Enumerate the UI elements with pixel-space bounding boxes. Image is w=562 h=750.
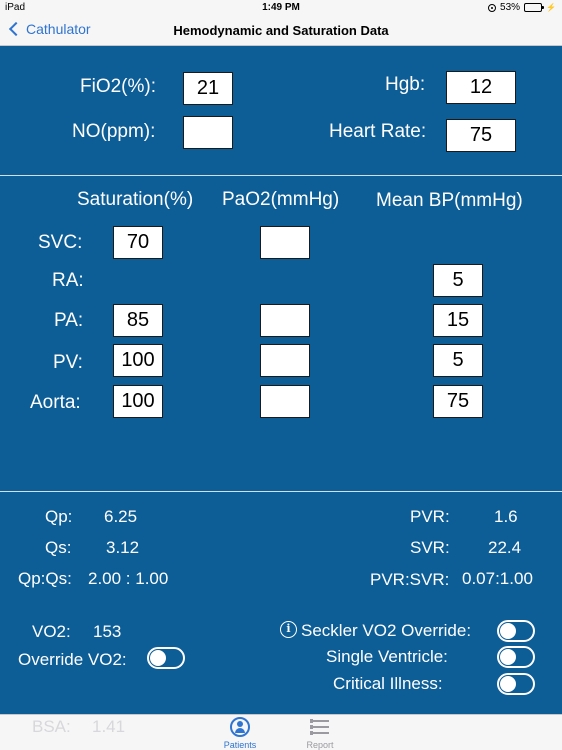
- divider-middle: [0, 491, 562, 492]
- no-label: NO(ppm):: [72, 121, 156, 142]
- qp-label: Qp:: [45, 507, 73, 526]
- qp-value: 6.25: [104, 507, 138, 526]
- seckler-override-label: Seckler VO2 Override:: [301, 621, 472, 640]
- qp-qs-value: 2.00 : 1.00: [88, 569, 169, 588]
- qp-qs-label: Qp:Qs:: [18, 569, 72, 588]
- row-label-ra: RA:: [52, 270, 84, 291]
- pa-pao2-input[interactable]: [260, 304, 310, 337]
- row-label-pa: PA:: [54, 310, 84, 331]
- row-label-aorta: Aorta:: [30, 392, 81, 413]
- tab-report-label: Report: [306, 740, 334, 750]
- back-label: Cathulator: [26, 21, 91, 37]
- pa-saturation-input[interactable]: 85: [113, 304, 163, 337]
- row-label-svc: SVC:: [38, 232, 83, 253]
- svc-saturation-input[interactable]: 70: [113, 226, 163, 259]
- single-ventricle-label: Single Ventricle:: [326, 647, 448, 666]
- pv-saturation-input[interactable]: 100: [113, 344, 163, 377]
- pvr-svr-value: 0.07:1.00: [462, 569, 533, 588]
- divider-top: [0, 175, 562, 176]
- patients-icon: [230, 717, 250, 737]
- svr-value: 22.4: [488, 538, 522, 557]
- pa-meanbp-input[interactable]: 15: [433, 304, 483, 337]
- column-saturation: Saturation(%): [77, 189, 194, 210]
- aorta-meanbp-input[interactable]: 75: [433, 385, 483, 418]
- qs-label: Qs:: [45, 538, 72, 557]
- bsa-value: 1.41: [92, 717, 126, 736]
- toggle-knob: [500, 676, 516, 692]
- pv-pao2-input[interactable]: [260, 344, 310, 377]
- pv-meanbp-input[interactable]: 5: [433, 344, 483, 377]
- status-time: 1:49 PM: [262, 2, 300, 13]
- single-ventricle-toggle[interactable]: [497, 646, 535, 668]
- column-pao2: PaO2(mmHg): [222, 189, 340, 210]
- seckler-override-toggle[interactable]: [497, 620, 535, 642]
- ra-meanbp-input[interactable]: 5: [433, 264, 483, 297]
- status-bar: [0, 0, 562, 16]
- status-right: [488, 2, 556, 13]
- pvr-value: 1.6: [494, 507, 518, 526]
- pvr-svr-label: PVR:SVR:: [370, 570, 450, 589]
- toggle-knob: [500, 649, 516, 665]
- heart-rate-label: Heart Rate:: [329, 121, 427, 142]
- rotation-lock-icon: [488, 4, 496, 12]
- critical-illness-label: Critical Illness:: [333, 674, 443, 693]
- row-label-pv: PV:: [53, 352, 83, 373]
- qs-value: 3.12: [106, 538, 140, 557]
- bsa-readout: [32, 717, 126, 737]
- no-input[interactable]: [183, 116, 233, 149]
- fio2-label: FiO2(%):: [80, 76, 156, 97]
- toggle-knob: [150, 650, 166, 666]
- battery-icon: [524, 3, 542, 12]
- tab-bar: [0, 714, 562, 750]
- svr-label: SVR:: [410, 538, 450, 557]
- navigation-bar: [0, 16, 562, 46]
- column-mean-bp: Mean BP(mmHg): [376, 190, 523, 211]
- aorta-saturation-input[interactable]: 100: [113, 385, 163, 418]
- aorta-pao2-input[interactable]: [260, 385, 310, 418]
- hgb-input[interactable]: 12: [446, 71, 516, 104]
- report-list-icon: [311, 719, 329, 735]
- hemodynamic-panel: [0, 46, 562, 714]
- svc-pao2-input[interactable]: [260, 226, 310, 259]
- tab-patients-label: Patients: [223, 740, 257, 750]
- critical-illness-toggle[interactable]: [497, 673, 535, 695]
- battery-percent: 53%: [500, 2, 521, 13]
- pvr-label: PVR:: [410, 507, 450, 526]
- hgb-label: Hgb:: [385, 74, 426, 95]
- device-name: iPad: [5, 2, 26, 13]
- tab-patients[interactable]: [210, 717, 270, 750]
- override-vo2-toggle[interactable]: [147, 647, 185, 669]
- toggle-knob: [500, 623, 516, 639]
- charging-bolt-icon: ⚡: [546, 3, 556, 12]
- vo2-value: 153: [93, 622, 122, 641]
- bsa-label: BSA:: [32, 717, 71, 736]
- override-vo2-label: Override VO2:: [18, 650, 127, 669]
- page-title: Hemodynamic and Saturation Data: [173, 23, 389, 38]
- vo2-label: VO2:: [32, 622, 71, 641]
- fio2-input[interactable]: 21: [183, 72, 233, 105]
- heart-rate-input[interactable]: 75: [446, 119, 516, 152]
- tab-report[interactable]: [290, 717, 350, 750]
- info-icon[interactable]: i: [280, 621, 297, 638]
